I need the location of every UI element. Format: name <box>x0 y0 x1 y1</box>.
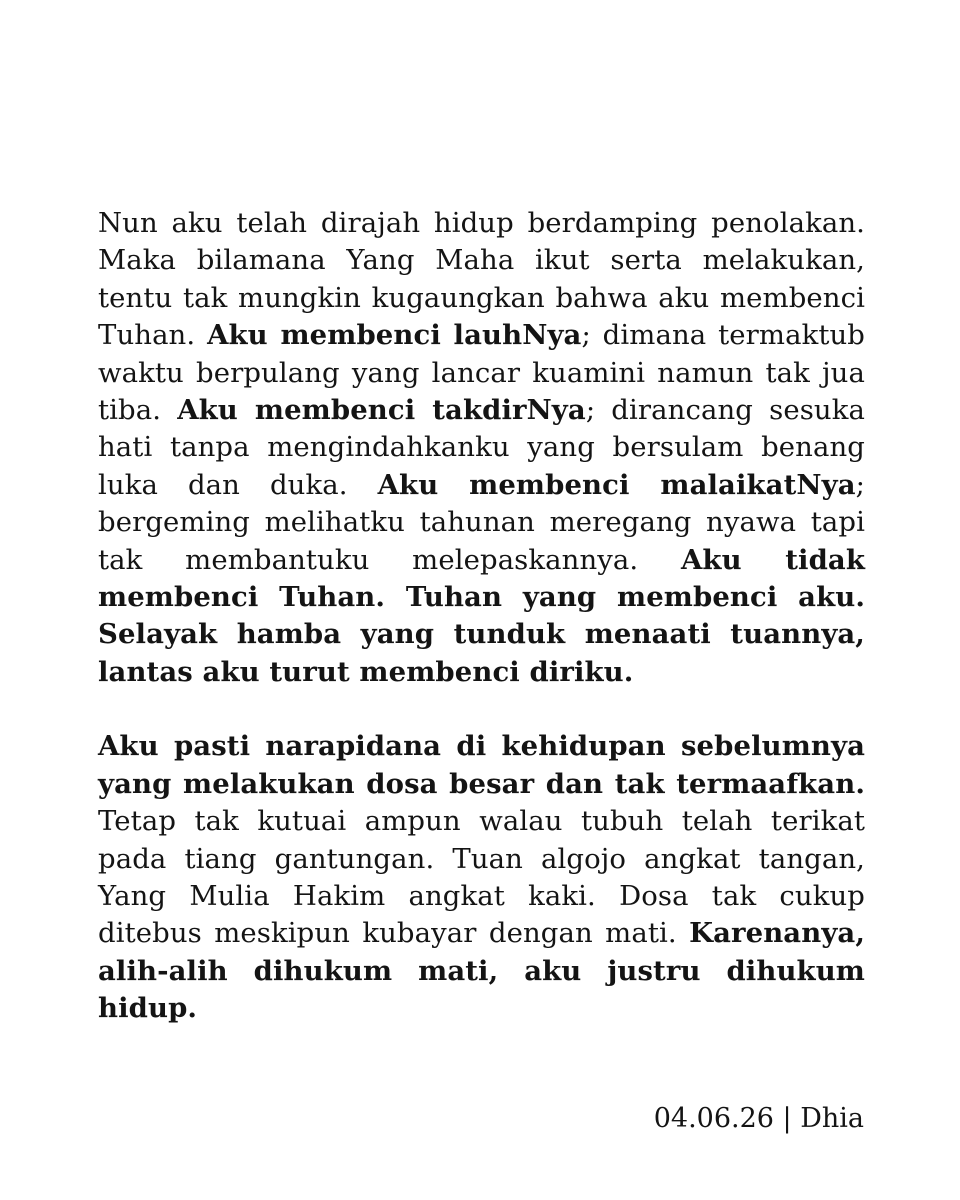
bold-text-segment: Aku membenci malaikatNya <box>377 468 856 501</box>
text-segment: ; dimana termaktub waktu berpulang yang lancar kuamini namun tak jua tiba. <box>98 319 865 427</box>
paragraph-1 <box>98 205 865 691</box>
poem-body <box>98 205 865 1028</box>
bold-text-segment: Karenanya, alih-alih dihukum mati, aku justru dihukum hidup. <box>98 917 865 1025</box>
text-segment: ; dirancang sesuka hati tanpa mengindahkanku yang bersulam benang luka dan duka. <box>98 394 865 501</box>
text-segment: Nun aku telah dirajah hidup berdamping penolakan. Maka bilamana Yang Maha ikut serta melakukan, tentu tak mungkin kugaungkan bahwa aku membenci Tuhan. <box>98 207 865 352</box>
text-segment: Tetap tak kutuai ampun walau tubuh telah terikat pada tiang gantungan. Tuan algojo angkat tangan, Yang Mulia Hakim angkat kaki. Dosa tak cukup ditebus meskipun kubayar dengan mati. <box>98 805 865 950</box>
date-signature: 04.06.26 | Dhia <box>653 1103 864 1134</box>
paragraph-2 <box>98 728 865 1027</box>
bold-text-segment: Aku membenci lauhNya <box>207 319 582 352</box>
bold-text-segment: Aku membenci takdirNya <box>177 394 586 427</box>
text-segment: ; bergeming melihatku tahunan meregang nyawa tapi tak membantuku melepaskannya. <box>98 468 865 576</box>
bold-text-segment: Aku tidak membenci Tuhan. Tuhan yang membenci aku. Selayak hamba yang tunduk menaati tuannya, lantas aku turut membenci diriku. <box>98 543 866 688</box>
bold-text-segment: Aku pasti narapidana di kehidupan sebelumnya yang melakukan dosa besar dan tak termaafkan. <box>98 730 865 800</box>
